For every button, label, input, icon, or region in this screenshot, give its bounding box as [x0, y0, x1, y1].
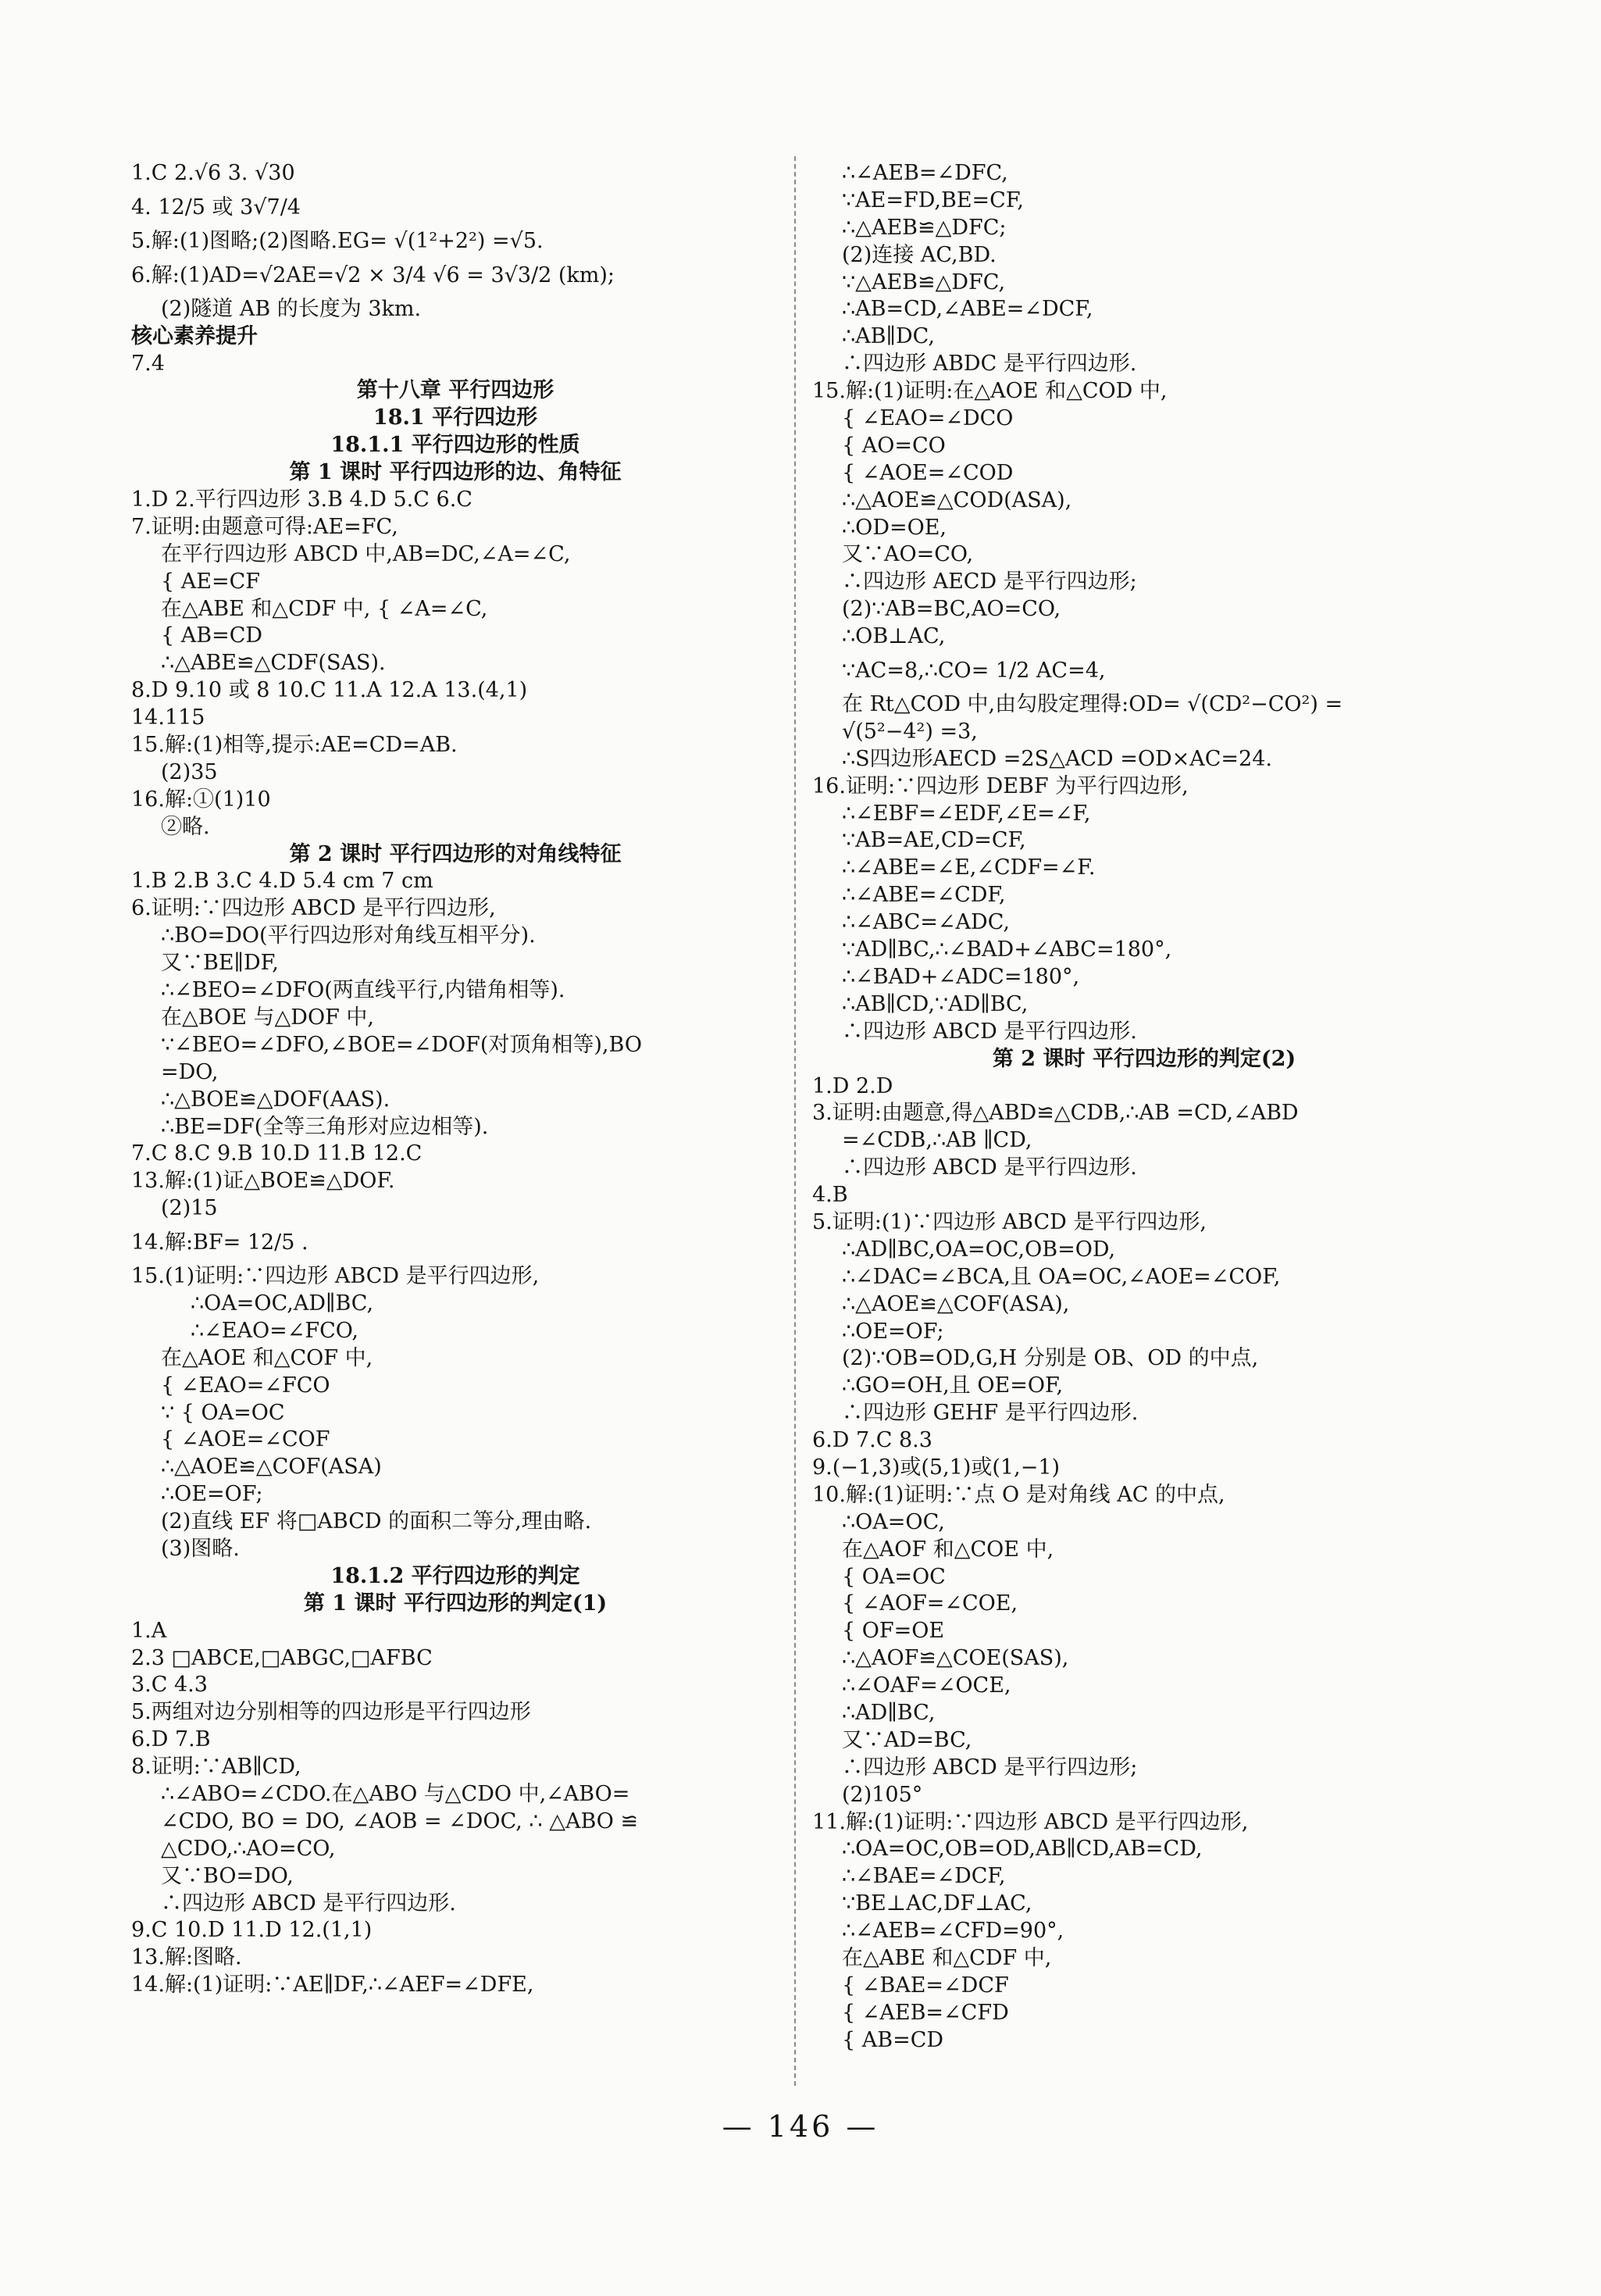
- right-answer-line: ∴△AOE≌△COF(ASA),: [842, 1291, 1070, 1316]
- left-answer-line: 7.C 8.C 9.B 10.D 11.B 12.C: [131, 1141, 423, 1166]
- left-answer-line: 在平行四边形 ABCD 中,AB=DC,∠A=∠C,: [161, 541, 571, 566]
- left-answer-line: △CDO,∴AO=CO,: [161, 1836, 336, 1861]
- right-answer-line: { ∠AOF=∠COE,: [842, 1591, 1018, 1616]
- right-answer-line: ∴AD∥BC,: [842, 1700, 936, 1725]
- left-answer-line: ∴BO=DO(平行四边形对角线互相平分).: [161, 923, 536, 948]
- right-answer-line: ∴四边形 ABDC 是平行四边形.: [842, 352, 1137, 377]
- left-answer-line: (3)图略.: [161, 1536, 240, 1561]
- right-answer-line: 15.解:(1)证明:在△AOE 和△COD 中,: [812, 379, 1168, 404]
- left-answer-line: 核心素养提升: [131, 323, 258, 348]
- right-answer-line: { ∠AEB=∠CFD: [842, 2000, 1009, 2025]
- column-divider: [794, 156, 796, 2086]
- right-answer-line: ∴△AEB≌△DFC;: [842, 215, 1007, 240]
- left-answer-line: 6.D 7.B: [131, 1727, 211, 1752]
- right-answer-line: ∵AE=FD,BE=CF,: [842, 187, 1024, 212]
- right-answer-line: ∴∠BAE=∠DCF,: [842, 1864, 1006, 1889]
- left-answer-line: 1.A: [131, 1618, 167, 1643]
- right-answer-line: 16.证明:∵四边形 DEBF 为平行四边形,: [812, 773, 1189, 798]
- left-answer-line: 18.1 平行四边形: [373, 405, 538, 430]
- right-answer-line: { ∠EAO=∠DCO: [842, 406, 1014, 431]
- right-answer-line: ∴∠ABE=∠E,∠CDF=∠F.: [842, 855, 1096, 880]
- left-answer-line: (2)15: [161, 1196, 218, 1221]
- left-answer-line: 4. 12/5 或 3√7/4: [131, 195, 301, 220]
- right-answer-line: ∴OD=OE,: [842, 515, 947, 540]
- left-answer-line: ∴∠BEO=∠DFO(两直线平行,内错角相等).: [161, 978, 565, 1003]
- right-answer-line: ∴AB=CD,∠ABE=∠DCF,: [842, 297, 1093, 322]
- left-answer-line: 1.C 2.√6 3. √30: [131, 161, 295, 185]
- left-answer-line: 7.证明:由题意可得:AE=FC,: [131, 514, 398, 539]
- left-answer-line: 又∵BO=DO,: [161, 1863, 294, 1888]
- right-answer-line: (2)105°: [842, 1782, 923, 1807]
- right-answer-line: ∴∠ABC=∠ADC,: [842, 910, 1010, 935]
- right-answer-line: ∴△AOF≌△COE(SAS),: [842, 1646, 1069, 1671]
- right-answer-line: ∵AD∥BC,∴∠BAD+∠ABC=180°,: [842, 937, 1172, 962]
- left-answer-line: 5.两组对边分别相等的四边形是平行四边形: [131, 1700, 531, 1725]
- left-answer-line: 第 2 课时 平行四边形的对角线特征: [289, 841, 622, 866]
- right-answer-line: 第 2 课时 平行四边形的判定(2): [992, 1046, 1296, 1071]
- left-answer-line: ∠CDO, BO = DO, ∠AOB = ∠DOC, ∴ △ABO ≌: [161, 1809, 639, 1834]
- right-answer-line: ∴四边形 ABCD 是平行四边形.: [842, 1019, 1137, 1044]
- left-answer-line: 7.4: [131, 351, 165, 376]
- left-answer-line: ②略.: [161, 814, 210, 839]
- right-answer-line: ∴AB∥CD,∵AD∥BC,: [842, 991, 1029, 1016]
- right-answer-line: ∴△AOE≌△COD(ASA),: [842, 487, 1072, 512]
- right-answer-line: ∴OE=OF;: [842, 1319, 944, 1344]
- left-answer-line: 15.(1)证明:∵四边形 ABCD 是平行四边形,: [131, 1264, 540, 1289]
- right-answer-line: 又∵AD=BC,: [842, 1727, 972, 1752]
- right-answer-line: ∴∠OAF=∠OCE,: [842, 1673, 1011, 1698]
- left-answer-line: 18.1.1 平行四边形的性质: [330, 433, 580, 458]
- left-answer-line: ∴△AOE≌△COF(ASA): [161, 1455, 382, 1480]
- left-answer-line: 13.解:图略.: [131, 1945, 242, 1970]
- right-answer-line: ∵AB=AE,CD=CF,: [842, 828, 1026, 853]
- left-answer-line: ∴OA=OC,AD∥BC,: [191, 1291, 374, 1316]
- left-answer-line: ∴BE=DF(全等三角形对应边相等).: [161, 1114, 489, 1139]
- right-answer-line: √(5²−4²) =3,: [842, 719, 978, 744]
- left-answer-line: 14.115: [131, 705, 205, 730]
- left-answer-line: 在△ABE 和△CDF 中, { ∠A=∠C,: [161, 596, 488, 621]
- left-answer-line: 9.C 10.D 11.D 12.(1,1): [131, 1918, 373, 1943]
- left-answer-line: 14.解:BF= 12/5 .: [131, 1230, 308, 1255]
- left-answer-line: 第 1 课时 平行四边形的判定(1): [303, 1591, 608, 1616]
- right-answer-line: ∴∠AEB=∠CFD=90°,: [842, 1919, 1064, 1944]
- left-answer-line: 在△AOE 和△COF 中,: [161, 1345, 373, 1370]
- left-answer-line: { ∠EAO=∠FCO: [161, 1373, 330, 1398]
- right-answer-line: ∴∠BAD+∠ADC=180°,: [842, 964, 1080, 989]
- left-answer-line: ∵ { OA=OC: [161, 1400, 285, 1425]
- right-answer-line: ∴∠AEB=∠DFC,: [842, 161, 1008, 185]
- right-answer-line: 在 Rt△COD 中,由勾股定理得:OD= √(CD²−CO²) =: [842, 692, 1343, 717]
- left-answer-line: (2)隧道 AB 的长度为 3km.: [161, 296, 422, 321]
- left-answer-line: ∴∠EAO=∠FCO,: [191, 1318, 358, 1343]
- left-answer-line: 在△BOE 与△DOF 中,: [161, 1005, 374, 1030]
- right-answer-line: ∴OA=OC,: [842, 1509, 945, 1534]
- right-answer-line: ∴四边形 GEHF 是平行四边形.: [842, 1401, 1139, 1426]
- right-answer-line: 9.(−1,3)或(5,1)或(1,−1): [812, 1455, 1061, 1480]
- right-answer-line: 6.D 7.C 8.3: [812, 1428, 932, 1453]
- right-answer-line: ∴OB⊥AC,: [842, 624, 946, 649]
- left-answer-line: 14.解:(1)证明:∵AE∥DF,∴∠AEF=∠DFE,: [131, 1973, 534, 1998]
- right-answer-line: (2)连接 AC,BD.: [842, 242, 997, 267]
- right-answer-line: ∴四边形 AECD 是平行四边形;: [842, 570, 1137, 595]
- right-answer-line: 10.解:(1)证明:∵点 O 是对角线 AC 的中点,: [812, 1482, 1225, 1507]
- right-answer-line: 5.证明:(1)∵四边形 ABCD 是平行四边形,: [812, 1209, 1207, 1234]
- right-answer-line: ∵AC=8,∴CO= 1/2 AC=4,: [842, 659, 1106, 684]
- right-answer-line: ∴四边形 ABCD 是平行四边形;: [842, 1755, 1138, 1780]
- left-answer-line: 3.C 4.3: [131, 1673, 208, 1698]
- right-answer-line: { AB=CD: [842, 2027, 944, 2052]
- left-answer-line: 16.解:①(1)10: [131, 787, 271, 812]
- left-answer-line: (2)直线 EF 将□ABCD 的面积二等分,理由略.: [161, 1509, 592, 1534]
- right-answer-line: ∴四边形 ABCD 是平行四边形.: [842, 1155, 1137, 1180]
- left-answer-line: ∴△ABE≌△CDF(SAS).: [161, 651, 386, 676]
- left-answer-line: 又∵BE∥DF,: [161, 951, 279, 976]
- right-column: [812, 160, 1476, 2055]
- right-answer-line: ∵BE⊥AC,DF⊥AC,: [842, 1891, 1032, 1916]
- right-answer-line: ∴AD∥BC,OA=OC,OB=OD,: [842, 1237, 1116, 1262]
- right-answer-line: ∴OA=OC,OB=OD,AB∥CD,AB=CD,: [842, 1837, 1203, 1862]
- left-answer-line: 1.D 2.平行四边形 3.B 4.D 5.C 6.C: [131, 487, 472, 512]
- left-answer-line: 8.证明:∵AB∥CD,: [131, 1755, 301, 1780]
- right-answer-line: 1.D 2.D: [812, 1073, 893, 1098]
- left-answer-line: 6.解:(1)AD=√2AE=√2 × 3/4 √6 = 3√3/2 (km);: [131, 262, 615, 287]
- right-answer-line: { ∠BAE=∠DCF: [842, 1973, 1009, 1998]
- left-answer-line: 15.解:(1)相等,提示:AE=CD=AB.: [131, 733, 458, 758]
- right-answer-line: ∵△AEB≌△DFC,: [842, 270, 1006, 295]
- left-answer-line: 第 1 课时 平行四边形的边、角特征: [289, 460, 622, 485]
- right-answer-line: 4.B: [812, 1183, 848, 1208]
- left-answer-line: { AE=CF: [161, 569, 260, 594]
- left-answer-line: ∵∠BEO=∠DFO,∠BOE=∠DOF(对顶角相等),BO: [161, 1032, 642, 1057]
- right-answer-line: 又∵AO=CO,: [842, 542, 974, 567]
- right-answer-line: { OF=OE: [842, 1619, 945, 1644]
- right-answer-line: ∴∠ABE=∠CDF,: [842, 883, 1006, 908]
- left-answer-line: 8.D 9.10 或 8 10.C 11.A 12.A 13.(4,1): [131, 678, 528, 703]
- right-answer-line: =∠CDB,∴AB ∥CD,: [842, 1128, 1032, 1153]
- right-answer-line: { AO=CO: [842, 433, 946, 458]
- right-answer-line: ∴∠EBF=∠EDF,∠E=∠F,: [842, 801, 1091, 826]
- right-answer-line: (2)∵OB=OD,G,H 分别是 OB、OD 的中点,: [842, 1346, 1259, 1371]
- right-answer-line: 在△ABE 和△CDF 中,: [842, 1946, 1052, 1970]
- left-answer-line: 5.解:(1)图略;(2)图略.EG= √(1²+2²) =√5.: [131, 228, 544, 253]
- left-answer-line: ∴四边形 ABCD 是平行四边形.: [161, 1891, 456, 1916]
- left-answer-line: ∴∠ABO=∠CDO.在△ABO 与△CDO 中,∠ABO=: [161, 1781, 630, 1806]
- left-answer-line: { AB=CD: [161, 623, 263, 648]
- right-answer-line: 3.证明:由题意,得△ABD≌△CDB,∴AB =CD,∠ABD: [812, 1101, 1299, 1126]
- right-answer-line: ∴S四边形AECD =2S△ACD =OD×AC=24.: [842, 746, 1272, 771]
- left-column: [131, 160, 779, 1999]
- left-answer-line: 1.B 2.B 3.C 4.D 5.4 cm 7 cm: [131, 869, 433, 894]
- left-answer-line: ∴△BOE≌△DOF(AAS).: [161, 1087, 390, 1112]
- right-answer-line: (2)∵AB=BC,AO=CO,: [842, 597, 1061, 622]
- left-answer-line: 18.1.2 平行四边形的判定: [330, 1563, 580, 1588]
- right-answer-line: ∴∠DAC=∠BCA,且 OA=OC,∠AOE=∠COF,: [842, 1264, 1281, 1289]
- right-answer-line: { OA=OC: [842, 1564, 946, 1589]
- left-answer-line: 第十八章 平行四边形: [356, 378, 554, 403]
- right-answer-line: ∴AB∥DC,: [842, 324, 935, 349]
- left-answer-line: ∴OE=OF;: [161, 1482, 263, 1507]
- left-answer-line: =DO,: [161, 1059, 219, 1084]
- right-answer-line: 11.解:(1)证明:∵四边形 ABCD 是平行四边形,: [812, 1809, 1249, 1834]
- left-answer-line: 2.3 □ABCE,□ABGC,□AFBC: [131, 1645, 433, 1670]
- page-number: — 146 —: [722, 2109, 879, 2144]
- left-answer-line: 13.解:(1)证△BOE≌△DOF.: [131, 1169, 395, 1194]
- right-answer-line: 在△AOF 和△COE 中,: [842, 1537, 1054, 1562]
- right-answer-line: ∴GO=OH,且 OE=OF,: [842, 1373, 1064, 1398]
- right-answer-line: { ∠AOE=∠COD: [842, 460, 1014, 485]
- left-answer-line: { ∠AOE=∠COF: [161, 1427, 330, 1452]
- left-answer-line: 6.证明:∵四边形 ABCD 是平行四边形,: [131, 896, 496, 921]
- left-answer-line: (2)35: [161, 759, 218, 784]
